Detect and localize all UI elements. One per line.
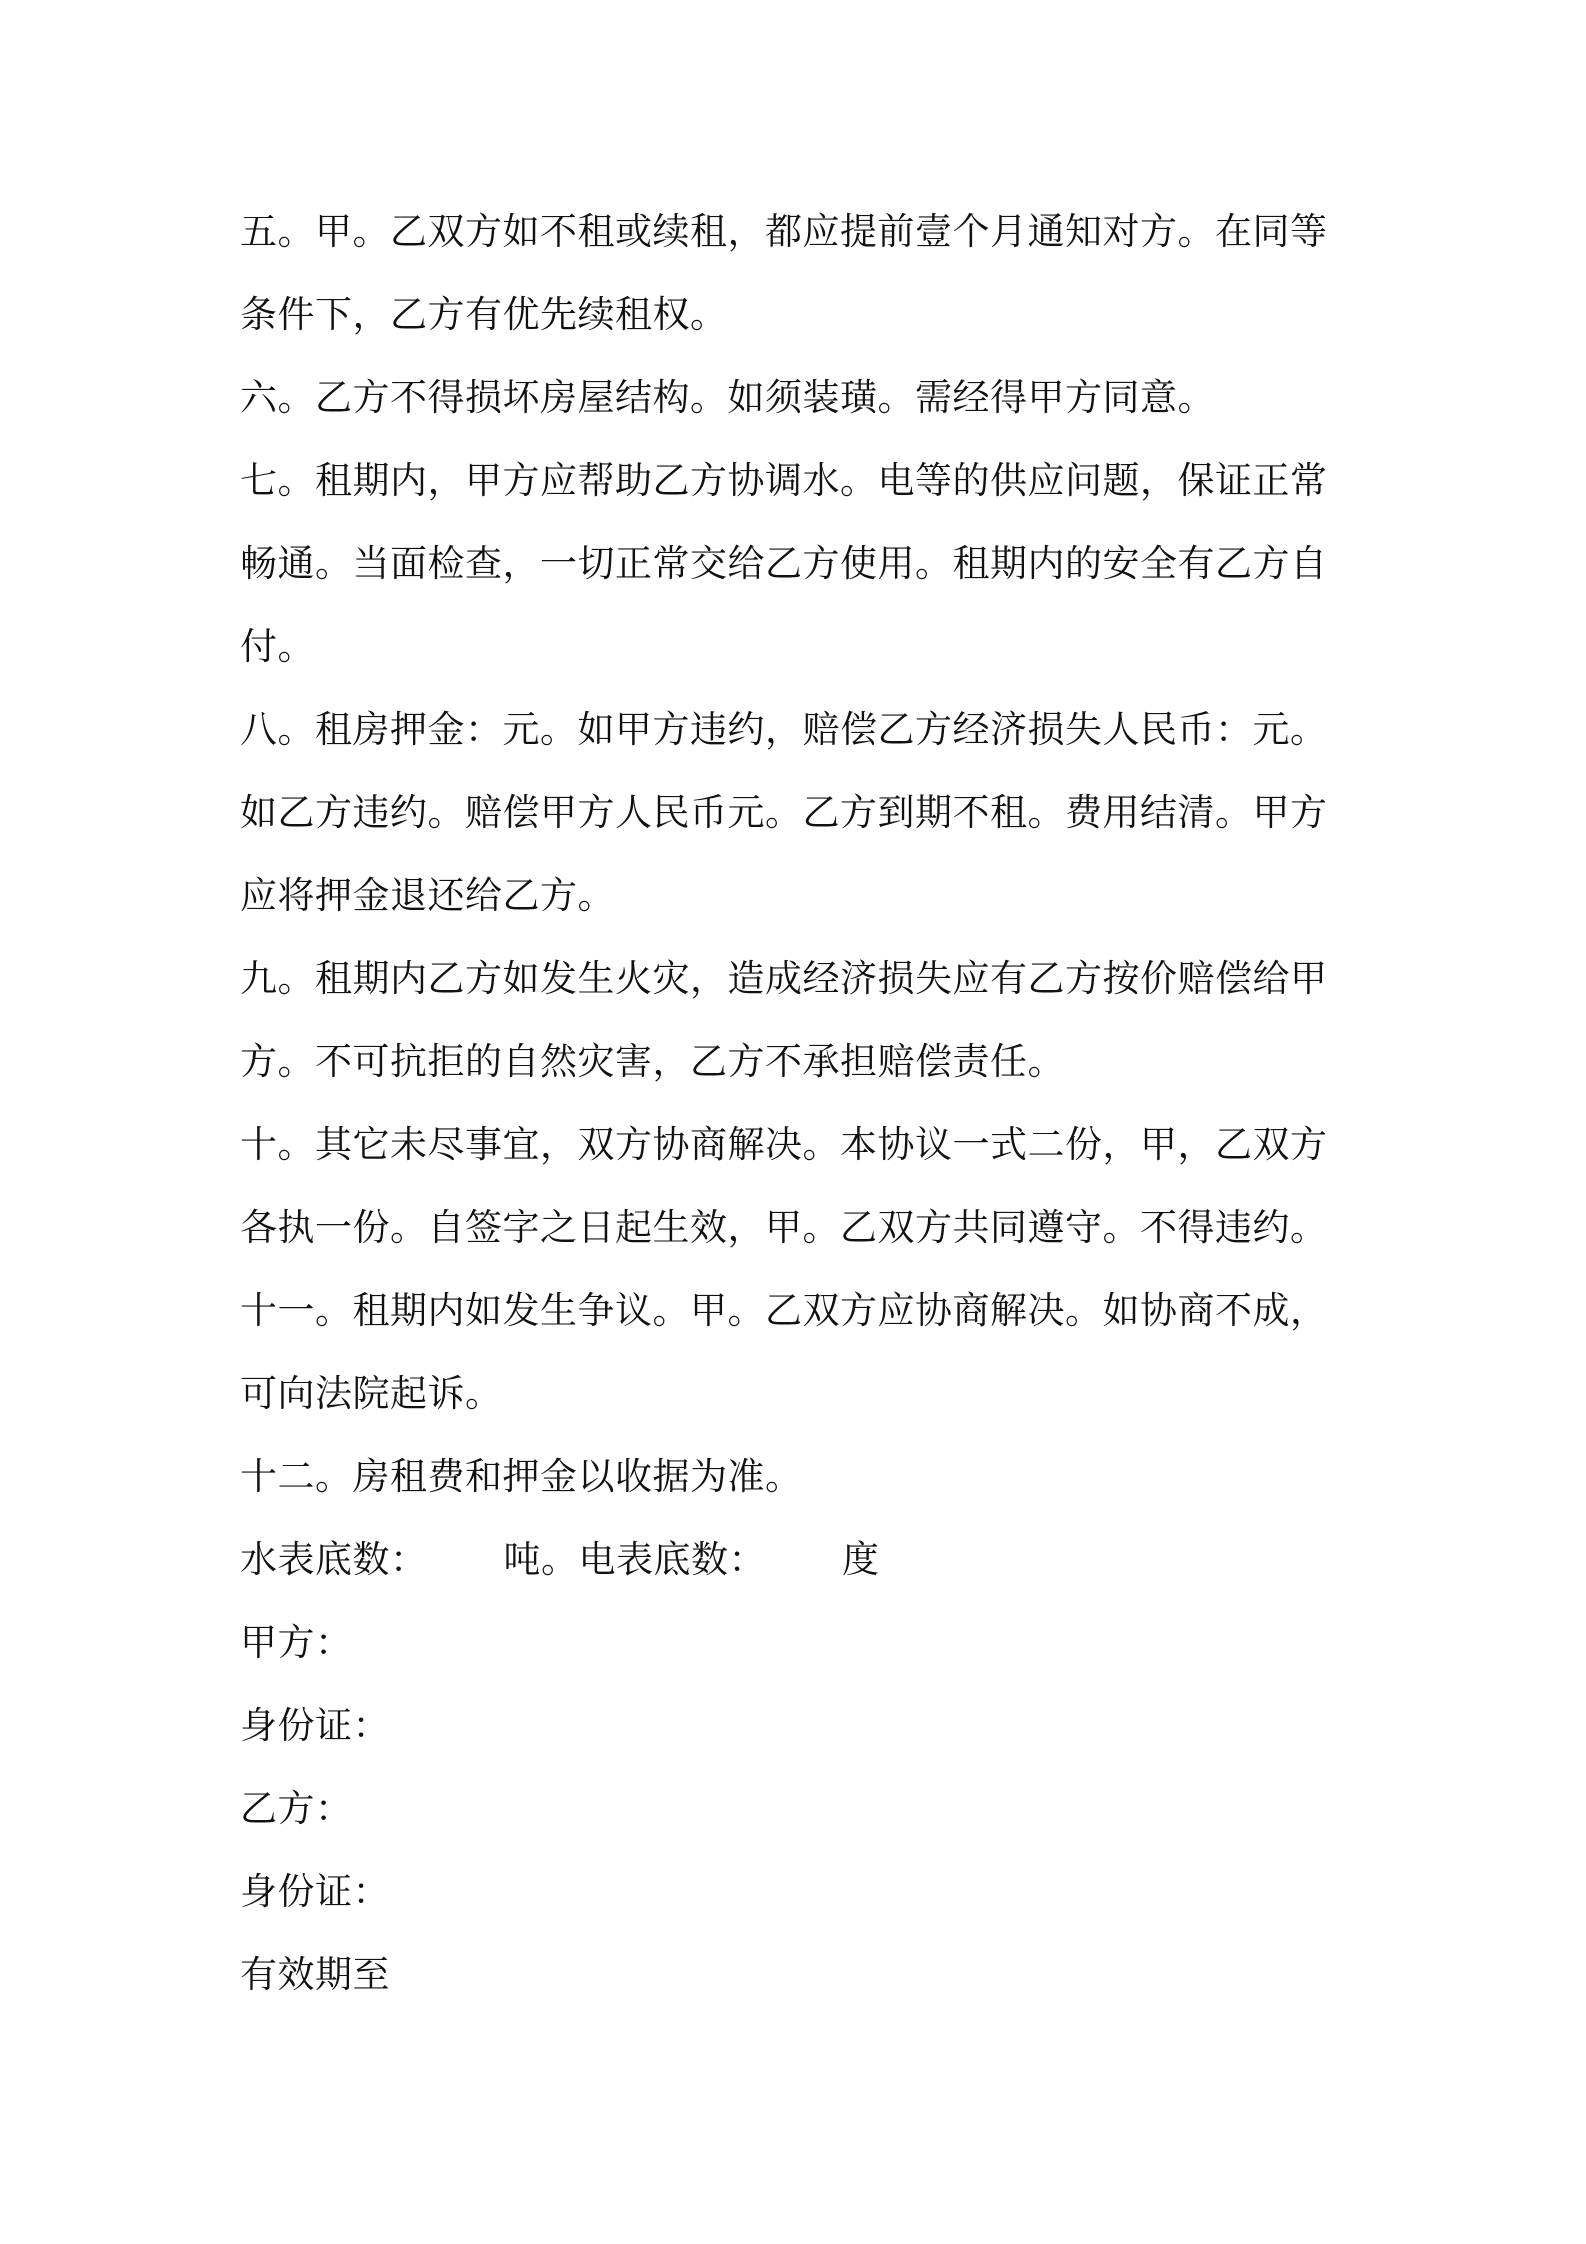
clause-5: 五。甲。乙双方如不租或续租，都应提前壹个月通知对方。在同等条件下，乙方有优先续租权。	[240, 210, 1328, 336]
party-b-label: 乙方：	[240, 1787, 353, 1830]
party-b-id-label: 身份证：	[240, 1870, 390, 1913]
clause-12: 十二。房租费和押金以收据为准。	[240, 1455, 803, 1498]
water-meter-label: 水表底数：	[240, 1538, 428, 1581]
clause-11: 十一。租期内如发生争议。甲。乙双方应协商解决。如协商不成，可向法院起诉。	[240, 1289, 1328, 1415]
electric-meter-unit: 度	[842, 1538, 880, 1581]
party-a-label: 甲方：	[240, 1621, 353, 1664]
clause-8: 八。租房押金：元。如甲方违约，赔偿乙方经济损失人民币：元。如乙方违约。赔偿甲方人民币元。乙方到期不租。费用结清。甲方应将押金退还给乙方。	[240, 708, 1328, 917]
clause-6: 六。乙方不得损坏房屋结构。如须装璜。需经得甲方同意。	[240, 376, 1215, 419]
meter-readings	[240, 1518, 1360, 1601]
electric-meter-label: 电表底数：	[578, 1538, 766, 1581]
clause-9: 九。租期内乙方如发生火灾，造成经济损失应有乙方按价赔偿给甲方。不可抗拒的自然灾害，乙方不承担赔偿责任。	[240, 957, 1328, 1083]
valid-until-label: 有效期至	[240, 1953, 390, 1996]
water-meter-unit: 吨。	[503, 1538, 579, 1581]
clause-7: 七。租期内，甲方应帮助乙方协调水。电等的供应问题，保证正常畅通。当面检查，一切正常交给乙方使用。租期内的安全有乙方自付。	[240, 459, 1328, 668]
clause-10: 十。其它未尽事宜，双方协商解决。本协议一式二份，甲，乙双方各执一份。自签字之日起生效，甲。乙双方共同遵守。不得违约。	[240, 1123, 1328, 1249]
document-body	[240, 190, 1360, 2016]
party-a-id-label: 身份证：	[240, 1704, 390, 1747]
